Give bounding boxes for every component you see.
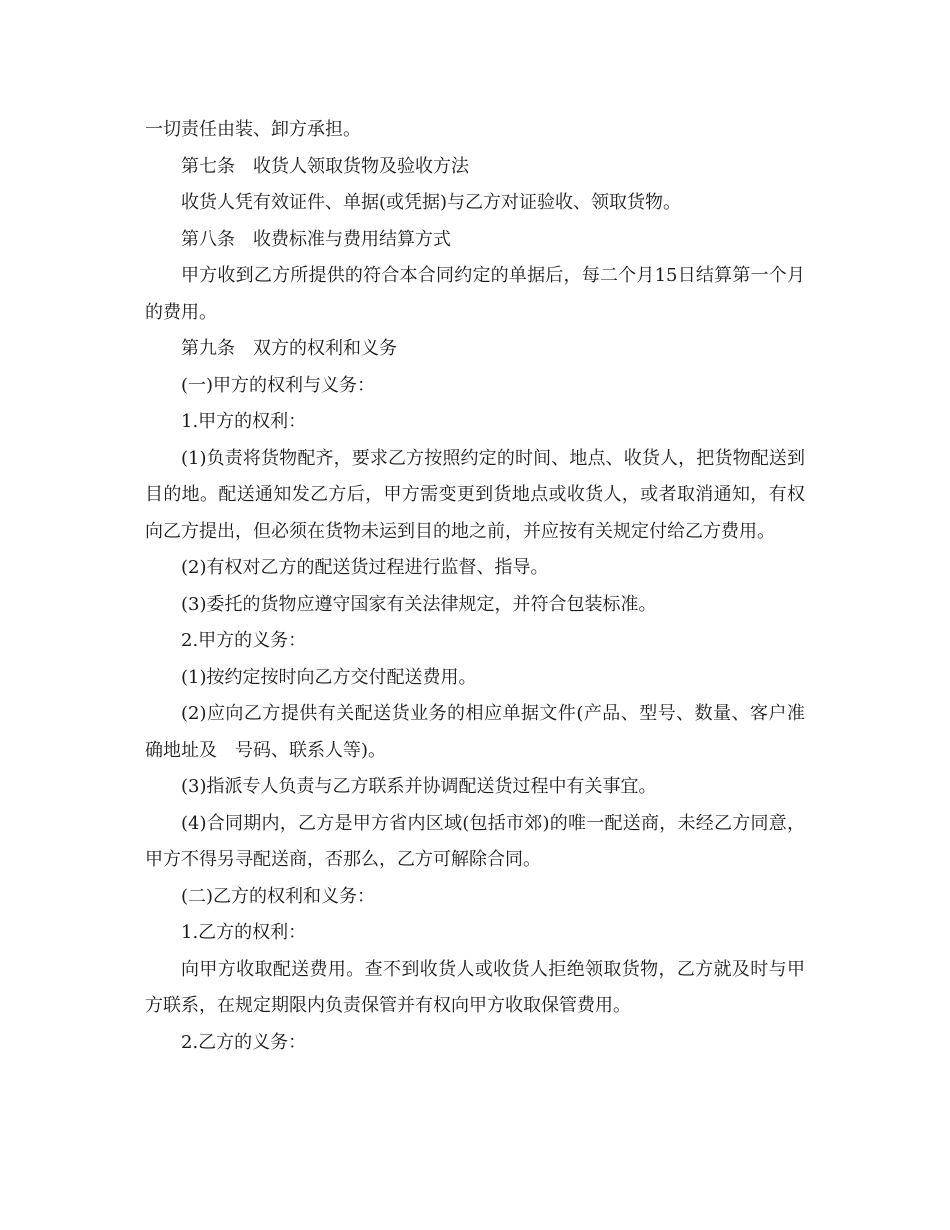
- paragraph: 一切责任由装、卸方承担。: [145, 119, 361, 140]
- subsection-heading: 1.甲方的权利：: [181, 411, 307, 432]
- subsection-heading: 2.乙方的义务：: [181, 1031, 307, 1053]
- list-item: (1)负责将货物配齐，要求乙方按照约定的时间、地点、收货人，把货物配送到目的地。配送通知发乙方后，甲方需变更到货地点或收货人，或者取消通知，有权向乙方提出，但必须在货物未运到目的地之前，并应按有关规定付给乙方费用。: [145, 447, 805, 542]
- paragraph: 向甲方收取配送费用。查不到收货人或收货人拒绝领取货物，乙方就及时与甲方联系，在规定期限内负责保管并有权向甲方收取保管费用。: [145, 958, 805, 1016]
- article-heading: 第七条 收货人领取货物及验收方法: [181, 155, 469, 177]
- list-item: (2)应向乙方提供有关配送货业务的相应单据文件(产品、型号、数量、客户准确地址及 号码、联系人等)。: [145, 703, 805, 761]
- list-item: (2)有权对乙方的配送货过程进行监督、指导。: [181, 557, 549, 578]
- list-item: (4)合同期内，乙方是甲方省内区域(包括市郊)的唯一配送商，未经乙方同意，甲方不得另寻配送商，否那么，乙方可解除合同。: [145, 812, 805, 870]
- list-item: (3)委托的货物应遵守国家有关法律规定，并符合包装标准。: [181, 593, 657, 615]
- section-heading: (一)甲方的权利与义务：: [181, 374, 376, 396]
- paragraph: 收货人凭有效证件、单据(或凭据)与乙方对证验收、领取货物。: [181, 192, 682, 213]
- subsection-heading: 2.甲方的义务：: [181, 630, 307, 651]
- article-heading: 第九条 双方的权利和义务: [181, 338, 397, 359]
- list-item: (1)按约定按时向乙方交付配送费用。: [181, 666, 477, 688]
- document-body: [145, 112, 805, 1061]
- list-item: (3)指派专人负责与乙方联系并协调配送货过程中有关事宜。: [181, 776, 657, 797]
- article-heading: 第八条 收费标准与费用结算方式: [181, 228, 451, 250]
- section-heading: (二)乙方的权利和义务：: [181, 885, 376, 907]
- paragraph: 甲方收到乙方所提供的符合本合同约定的单据后，每二个月15日结算第一个月的费用。: [145, 265, 805, 323]
- subsection-heading: 1.乙方的权利：: [181, 922, 307, 943]
